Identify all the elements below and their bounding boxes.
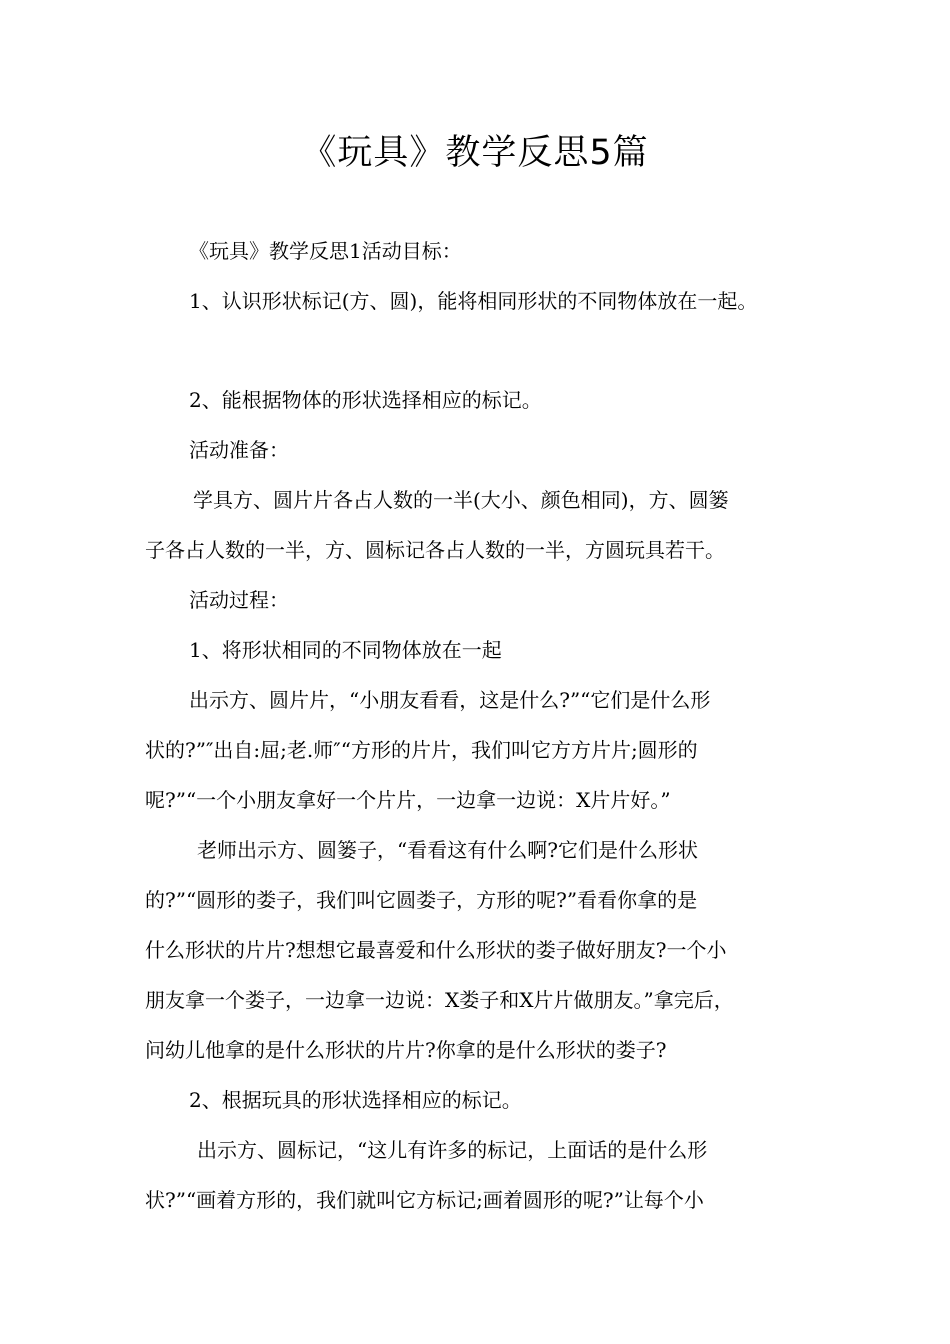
paragraph-line: 2、能根据物体的形状选择相应的标记。 [189,388,542,412]
paragraph-line: 状的?”″出自:屈;老.师″“方形的片片，我们叫它方方片片;圆形的 [145,738,698,762]
paragraph-step-1-heading [145,625,825,675]
paragraph-line: 状?”“画着方形的，我们就叫它方标记;画着圆形的呢?”让每个小 [145,1188,704,1212]
paragraph-line: 活动准备： [189,438,289,462]
document-title: 《玩具》教学反思5篇 [301,133,649,173]
paragraph-line: 学具方、圆片片各占人数的一半(大小、颜色相同)，方、圆篓 [193,488,729,512]
paragraph-line: 出示方、圆标记，“这儿有许多的标记，上面话的是什么形 [197,1138,708,1162]
paragraph-line: 1、认识形状标记(方、圆)，能将相同形状的不同物体放在一起。 [189,289,758,313]
paragraph-preparation-body [145,475,825,575]
paragraph-line: 老师出示方、圆篓子，“看看这有什么啊?它们是什么形状 [197,838,698,862]
paragraph-line: 问幼儿他拿的是什么形状的片片?你拿的是什么形状的娄子? [145,1038,667,1062]
paragraph-goal-2 [145,375,825,425]
paragraph-step-1-show-baskets [145,825,825,1075]
paragraph-line: 什么形状的片片?想想它最喜爱和什么形状的娄子做好朋友?一个小 [145,938,727,962]
paragraph-line: 《玩具》教学反思1活动目标： [189,239,462,263]
paragraph-activity-goals-heading [145,226,825,276]
paragraph-line: 1、将形状相同的不同物体放在一起 [189,638,502,662]
paragraph-line: 呢?”“一个小朋友拿好一个片片，一边拿一边说：X片片好。” [145,788,671,812]
paragraph-preparation-heading [145,425,825,475]
paragraph-line: 的?”“圆形的娄子，我们叫它圆娄子，方形的呢?”看看你拿的是 [145,888,698,912]
paragraph-process-heading [145,575,825,625]
paragraph-line: 朋友拿一个娄子，一边拿一边说：X娄子和X片片做朋友。”拿完后， [145,988,734,1012]
paragraph-line: 活动过程： [189,588,289,612]
paragraph-goal-1 [145,276,825,326]
paragraph-line: 子各占人数的一半，方、圆标记各占人数的一半，方圆玩具若干。 [145,538,725,562]
paragraph-line: 2、根据玩具的形状选择相应的标记。 [189,1088,522,1112]
paragraph-line: 出示方、圆片片，“小朋友看看，这是什么?”“它们是什么形 [189,688,711,712]
paragraph-step-2-show-marks [145,1125,825,1225]
paragraph-step-1-show-pieces [145,675,825,825]
paragraph-step-2-heading [145,1075,825,1125]
